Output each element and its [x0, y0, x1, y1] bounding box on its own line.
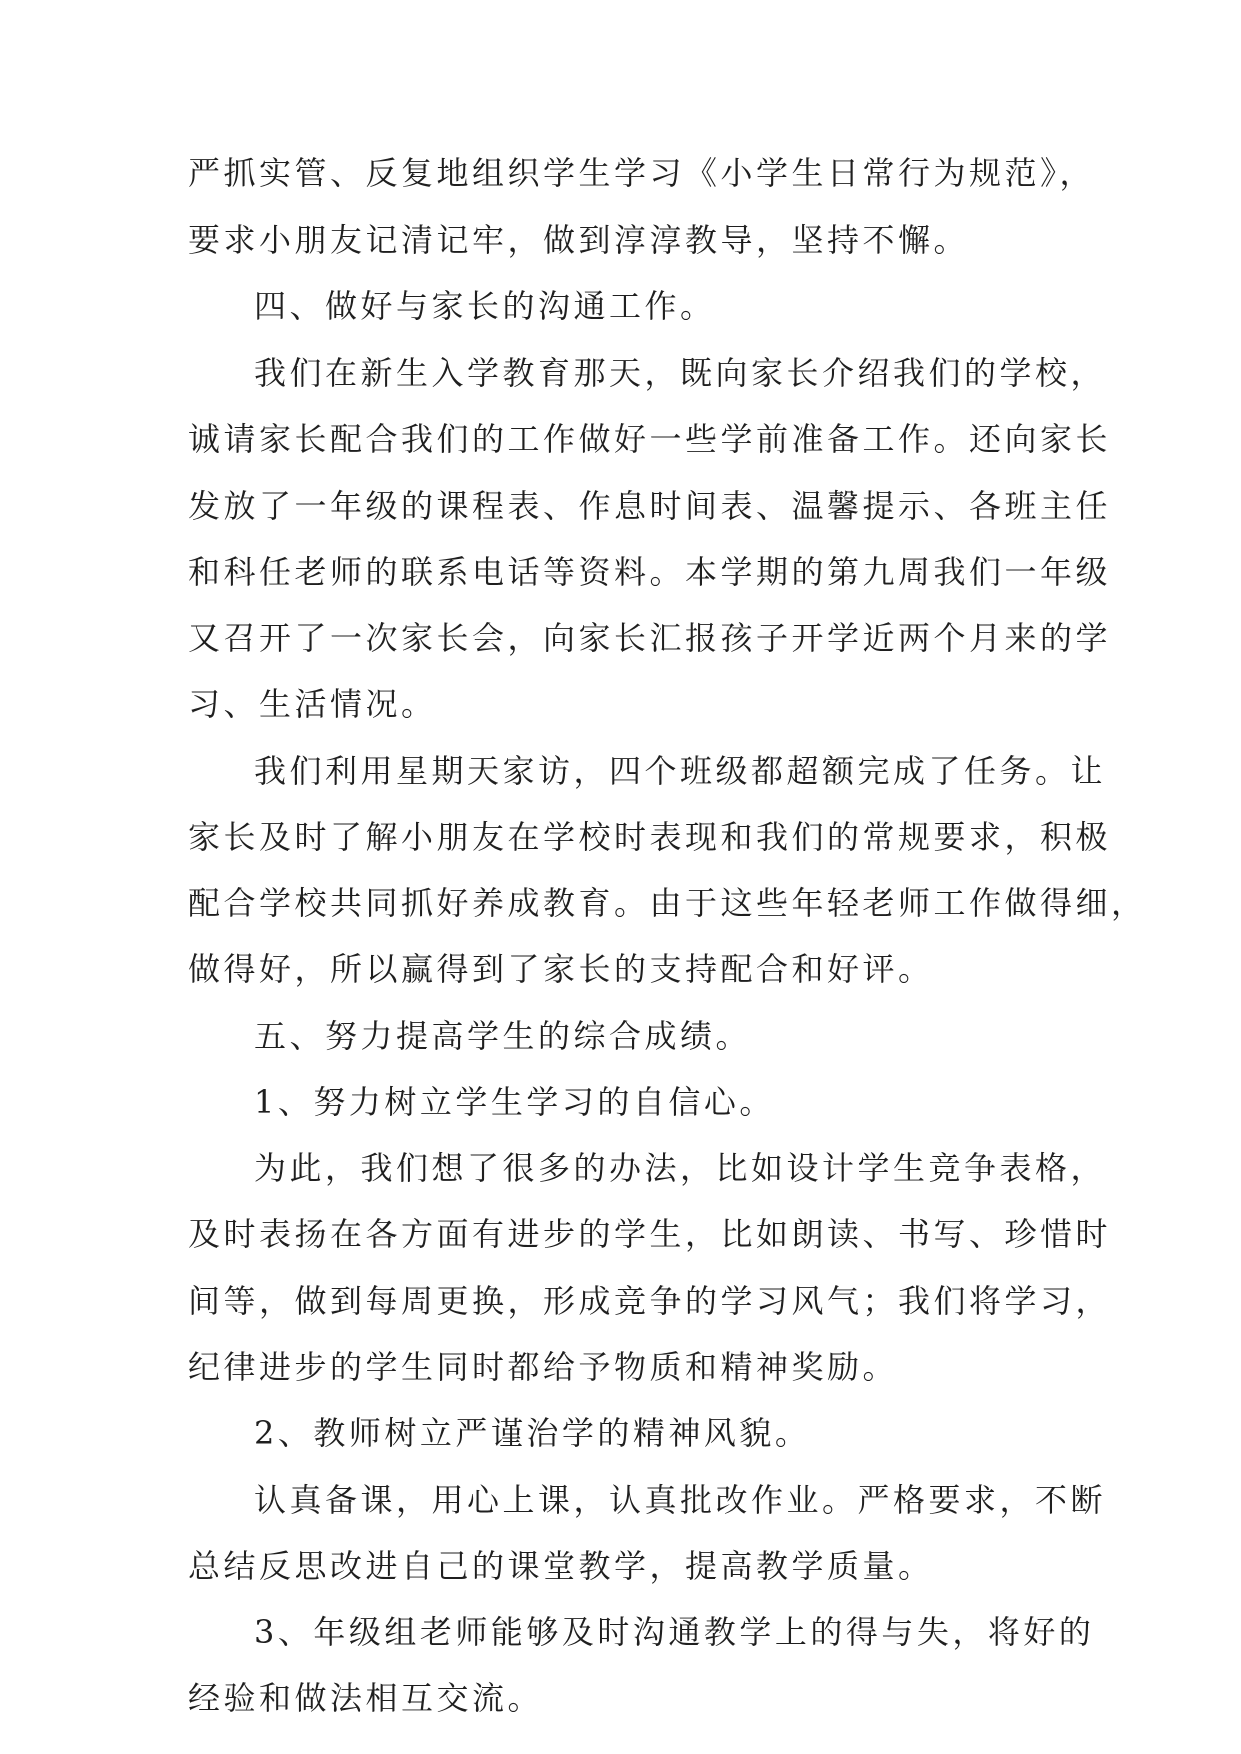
text-line: 要求小朋友记清记牢，做到淳淳教导，坚持不懈。 — [188, 221, 970, 259]
subsection-heading: 3、年级组老师能够及时沟通教学上的得与失，将好的 — [254, 1613, 1095, 1651]
text-line: 间等，做到每周更换，形成竞争的学习风气；我们将学习， — [188, 1282, 1112, 1320]
text-line: 纪律进步的学生同时都给予物质和精神奖励。 — [188, 1348, 899, 1386]
text-line: 总结反思改进自己的课堂教学，提高教学质量。 — [188, 1547, 934, 1585]
text-line: 及时表扬在各方面有进步的学生，比如朗读、书写、珍惜时 — [188, 1215, 1112, 1253]
text-line: 诚请家长配合我们的工作做好一些学前准备工作。还向家长 — [188, 420, 1112, 458]
subsection-heading: 1、努力树立学生学习的自信心。 — [254, 1083, 775, 1121]
text-line: 和科任老师的联系电话等资料。本学期的第九周我们一年级 — [188, 553, 1112, 591]
text-line: 认真备课，用心上课，认真批改作业。严格要求，不断 — [254, 1481, 1107, 1519]
text-line: 做得好，所以赢得到了家长的支持配合和好评。 — [188, 950, 934, 988]
section-heading: 四、做好与家长的沟通工作。 — [254, 287, 716, 325]
text-line: 发放了一年级的课程表、作息时间表、温馨提示、各班主任 — [188, 487, 1112, 525]
text-line: 又召开了一次家长会，向家长汇报孩子开学近两个月来的学 — [188, 619, 1112, 657]
section-heading: 五、努力提高学生的综合成绩。 — [254, 1017, 752, 1055]
text-line: 严抓实管、反复地组织学生学习《小学生日常行为规范》， — [188, 154, 1096, 192]
text-line: 习、生活情况。 — [188, 685, 437, 723]
text-line: 家长及时了解小朋友在学校时表现和我们的常规要求，积极 — [188, 818, 1112, 856]
text-line: 配合学校共同抓好养成教育。由于这些年轻老师工作做得细， — [188, 884, 1147, 922]
text-line: 经验和做法相互交流。 — [188, 1679, 544, 1717]
text-line: 我们利用星期天家访，四个班级都超额完成了任务。让 — [254, 752, 1107, 790]
text-line: 我们在新生入学教育那天，既向家长介绍我们的学校， — [254, 354, 1107, 392]
subsection-heading: 2、教师树立严谨治学的精神风貌。 — [254, 1414, 811, 1452]
text-line: 为此，我们想了很多的办法，比如设计学生竞争表格， — [254, 1149, 1107, 1187]
